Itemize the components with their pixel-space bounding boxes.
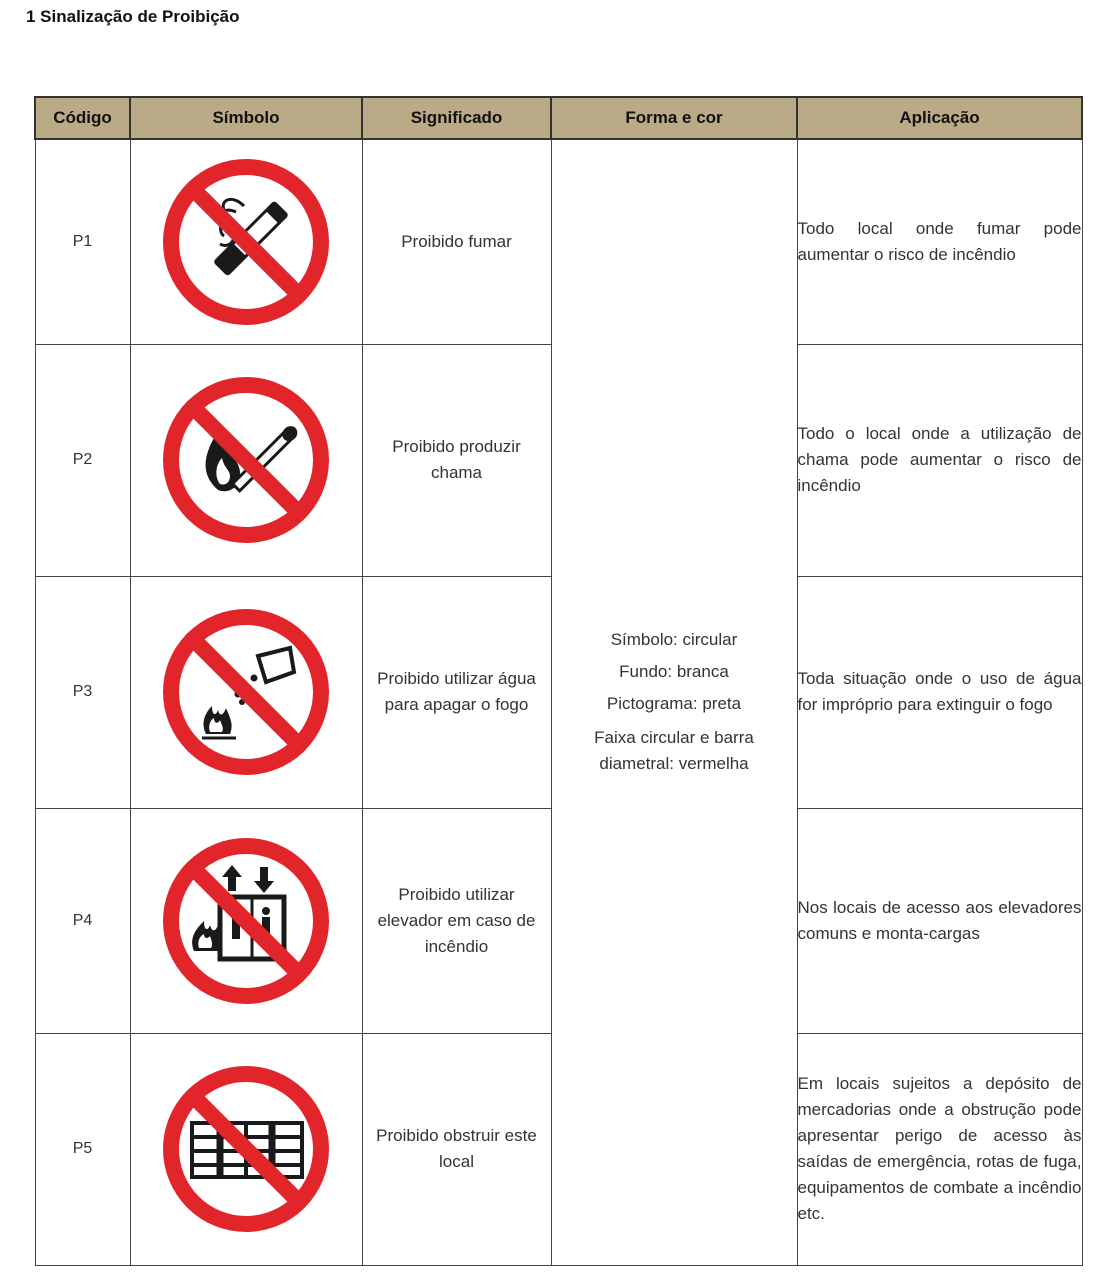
- row-application: Toda situação onde o uso de água for impróprio para extinguir o fogo: [797, 576, 1082, 808]
- form-background: Fundo: branca: [619, 662, 729, 682]
- row-code: P1: [35, 139, 130, 344]
- row-code: P4: [35, 808, 130, 1033]
- row-application: Todo o local onde a utilização de chama pode aumentar o risco de incêndio: [797, 344, 1082, 576]
- row-symbol: [130, 808, 362, 1033]
- prohibition-signs-table: [34, 96, 1083, 1266]
- row-symbol: [130, 576, 362, 808]
- section-title: 1 Sinalização de Proibição: [26, 7, 240, 26]
- form-and-color-cell: [551, 139, 797, 1265]
- table-row: [35, 139, 1082, 344]
- row-code: P2: [35, 344, 130, 576]
- header-form-and-color: Forma e cor: [551, 97, 797, 139]
- row-symbol: [130, 1033, 362, 1265]
- row-code: P3: [35, 576, 130, 808]
- row-meaning: Proibido utilizar elevador em caso de incêndio: [362, 808, 551, 1033]
- row-meaning: Proibido utilizar água para apagar o fogo: [362, 576, 551, 808]
- header-code: Código: [35, 97, 130, 139]
- row-meaning: Proibido produzir chama: [362, 344, 551, 576]
- row-symbol: [130, 344, 362, 576]
- no-open-flame-icon: [158, 372, 334, 548]
- no-water-extinguish-icon: [158, 604, 334, 780]
- header-symbol: Símbolo: [130, 97, 362, 139]
- row-meaning: Proibido obstruir este local: [362, 1033, 551, 1265]
- no-smoking-icon: [158, 154, 334, 330]
- header-application: Aplicação: [797, 97, 1082, 139]
- table-header-row: [35, 97, 1082, 139]
- no-elevator-in-fire-icon: [158, 833, 334, 1009]
- row-meaning: Proibido fumar: [362, 139, 551, 344]
- no-obstruction-icon: [158, 1061, 334, 1237]
- form-pictogram: Pictograma: preta: [606, 694, 742, 714]
- row-code: P5: [35, 1033, 130, 1265]
- form-symbol-shape: Símbolo: circular: [610, 630, 738, 650]
- row-application: Em locais sujeitos a depósito de mercadorias onde a obstrução pode apresentar perigo de acesso às saídas de emergência, rotas de fuga, equipamentos de combate a incêndio etc.: [797, 1033, 1082, 1265]
- row-application: Nos locais de acesso aos elevadores comuns e monta-cargas: [797, 808, 1082, 1033]
- row-application: Todo local onde fumar pode aumentar o risco de incêndio: [797, 139, 1082, 344]
- header-meaning: Significado: [362, 97, 551, 139]
- row-symbol: [130, 139, 362, 344]
- form-band: Faixa circular e barra diametral: vermelha: [594, 728, 754, 774]
